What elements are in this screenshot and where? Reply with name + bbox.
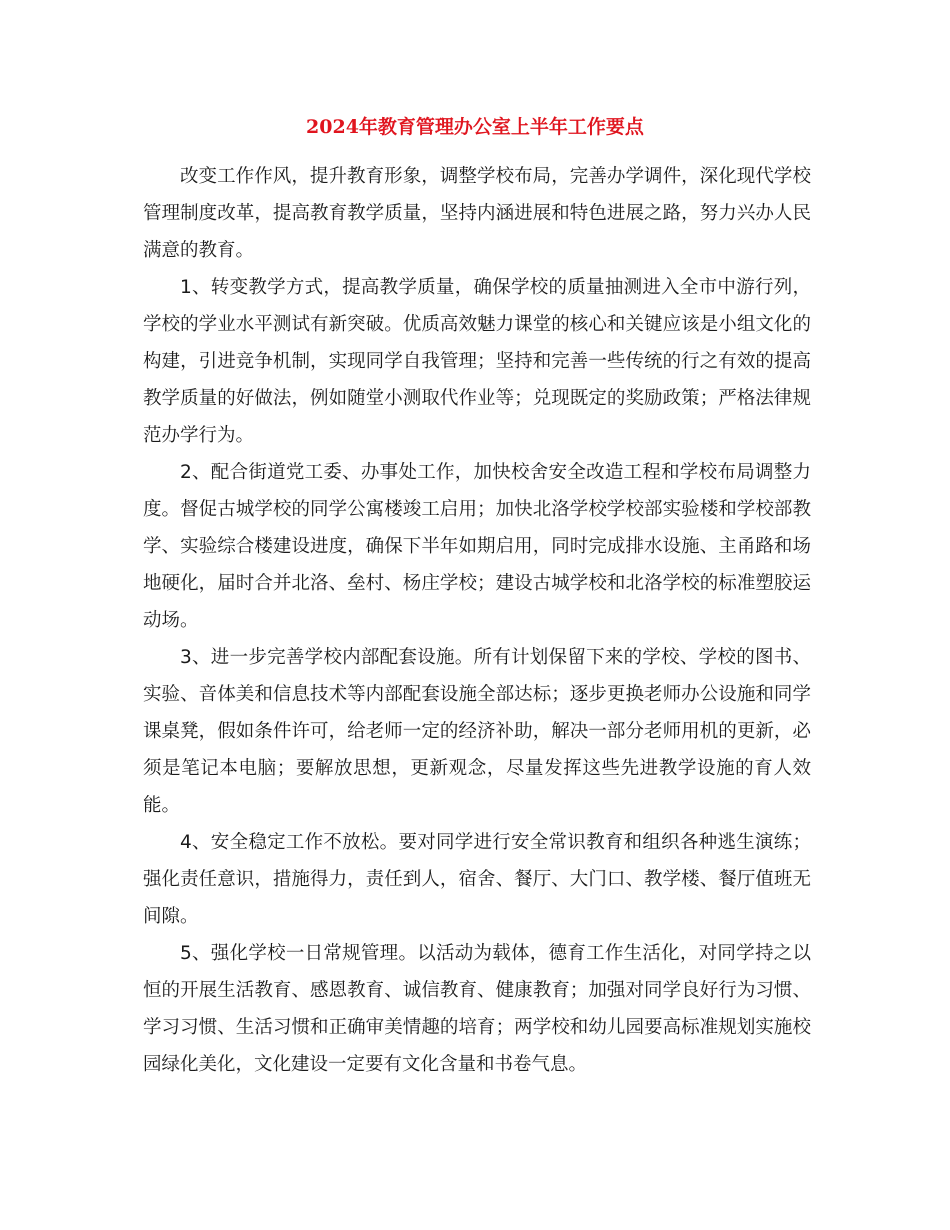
paragraph-item-4: 4、安全稳定工作不放松。要对同学进行安全常识教育和组织各种逃生演练；强化责任意识，措施得力，责任到人，宿舍、餐厅、大门口、教学楼、餐厅值班无间隙。	[143, 832, 811, 927]
paragraph-item-5: 5、强化学校一日常规管理。以活动为载体，德育工作生活化，对同学持之以恒的开展生活教育、感恩教育、诚信教育、健康教育；加强对同学良好行为习惯、学习习惯、生活习惯和正确审美情趣的培育；两学校和幼儿园要高标准规划实施校园绿化美化，文化建设一定要有文化含量和书卷气息。	[143, 943, 811, 1075]
paragraph-item-2: 2、配合街道党工委、办事处工作，加快校舍安全改造工程和学校布局调整力度。督促古城学校的同学公寓楼竣工启用；加快北洛学校学校部实验楼和学校部教学、实验综合楼建设进度，确保下半年如期启用，同时完成排水设施、主甬路和场地硬化，届时合并北洛、垒村、杨庄学校；建设古城学校和北洛学校的标准塑胶运动场。	[143, 462, 811, 631]
document-title: 2024年教育管理办公室上半年工作要点	[306, 116, 644, 138]
paragraph-item-3: 3、进一步完善学校内部配套设施。所有计划保留下来的学校、学校的图书、实验、音体美和信息技术等内部配套设施全部达标；逐步更换老师办公设施和同学课桌凳，假如条件许可，给老师一定的经济补助，解决一部分老师用机的更新，必须是笔记本电脑；要解放思想，更新观念，尽量发挥这些先进教学设施的育人效能。	[143, 647, 811, 816]
document-body	[143, 158, 811, 1083]
paragraph-item-1: 1、转变教学方式，提高教学质量，确保学校的质量抽测进入全市中游行列，学校的学业水平测试有新突破。优质高效魅力课堂的核心和关键应该是小组文化的构建，引进竞争机制，实现同学自我管理；坚持和完善一些传统的行之有效的提高教学质量的好做法，例如随堂小测取代作业等；兑现既定的奖励政策；严格法律规范办学行为。	[143, 277, 811, 446]
intro-paragraph: 改变工作作风，提升教育形象，调整学校布局，完善办学调件，深化现代学校管理制度改革，提高教育教学质量，坚持内涵进展和特色进展之路，努力兴办人民满意的教育。	[143, 166, 811, 261]
